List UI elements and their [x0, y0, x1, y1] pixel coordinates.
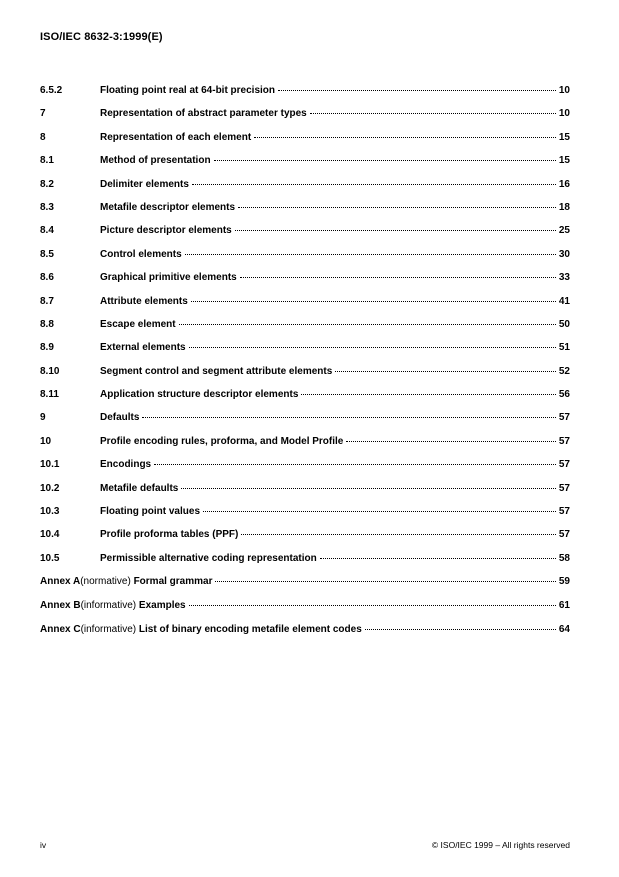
page-footer: [40, 840, 570, 850]
toc-leader-dots: [179, 324, 556, 325]
annex-title: List of binary encoding metafile element codes: [138, 624, 362, 636]
toc-row: [40, 86, 570, 96]
toc-entry-title: Permissible alternative coding representation: [100, 552, 317, 564]
toc-entry-number: 7: [40, 108, 46, 120]
toc-entry-number: 9: [40, 412, 46, 424]
toc-annex-row: [40, 601, 570, 611]
toc-row: [40, 226, 570, 236]
toc-entry-page: 58: [558, 552, 570, 564]
toc-entry-title: Delimiter elements: [100, 178, 189, 190]
toc-row: [40, 507, 570, 517]
toc-entry-page: 30: [558, 248, 570, 260]
toc-entry-title: Floating point real at 64-bit precision: [100, 85, 276, 96]
toc-entry-number: 8.1: [40, 155, 54, 167]
toc-entry-page: 25: [558, 225, 570, 237]
toc-row: [40, 203, 570, 213]
toc-row: [40, 250, 570, 260]
toc-leader-dots: [185, 254, 556, 255]
document-title: ISO/IEC 8632-3:1999(E): [40, 31, 163, 43]
annex-type: (normative): [80, 576, 134, 588]
toc-entry-page: 57: [558, 529, 570, 541]
toc-entry-number: 10.1: [40, 459, 60, 471]
toc-annex-row: [40, 577, 570, 587]
toc-leader-dots: [320, 558, 556, 559]
toc-entry-page: 59: [558, 576, 570, 588]
toc-entry-page: 15: [558, 155, 570, 167]
toc-entry-page: 56: [558, 389, 570, 401]
toc-entry-number: 10: [40, 435, 52, 447]
annex-title: Examples: [138, 600, 186, 612]
toc-entry-number: 6.5.2: [40, 85, 63, 96]
toc-entry-page: 61: [558, 600, 570, 612]
toc-row: [40, 484, 570, 494]
toc-leader-dots: [181, 488, 556, 489]
toc-row: [40, 297, 570, 307]
toc-row: [40, 390, 570, 400]
toc-entry-title: Escape element: [100, 318, 176, 330]
toc-entry-page: 10: [558, 108, 570, 120]
toc-entry-page: 10: [558, 85, 570, 96]
toc-entry-page: 16: [558, 178, 570, 190]
annex-title: Formal grammar: [133, 576, 213, 588]
toc-leader-dots: [254, 137, 556, 138]
toc-leader-dots: [191, 301, 556, 302]
toc-row: [40, 437, 570, 447]
toc-annex-row: [40, 625, 570, 635]
toc-entry-number: 8.11: [40, 389, 59, 401]
toc-entry-title: Representation of abstract parameter types: [100, 108, 307, 120]
toc-leader-dots: [346, 441, 556, 442]
toc-entry-number: 8.8: [40, 318, 54, 330]
toc-entry-number: 8.4: [40, 225, 54, 237]
toc-entry-title: Profile proforma tables (PPF): [100, 529, 239, 541]
annex-label: Annex B: [40, 600, 81, 612]
toc-entry-title: Attribute elements: [100, 295, 188, 307]
toc-entry-title: Segment control and segment attribute elements: [100, 365, 333, 377]
toc-entry-title: Encodings: [100, 459, 152, 471]
toc-entry-title: Metafile defaults: [100, 482, 179, 494]
toc-leader-dots: [301, 394, 555, 395]
toc-row: [40, 180, 570, 190]
annex-label: Annex A: [40, 576, 81, 588]
toc-entry-page: 15: [558, 131, 570, 143]
toc-entry-page: 52: [558, 365, 570, 377]
toc-entry-number: 8.3: [40, 201, 54, 213]
toc-entry-number: 10.5: [40, 552, 60, 564]
toc-entry-number: 10.2: [40, 482, 60, 494]
toc-entry-number: 8.7: [40, 295, 54, 307]
toc-leader-dots: [278, 90, 556, 91]
toc-entry-number: 10.4: [40, 529, 60, 541]
toc-entry-page: 57: [558, 482, 570, 494]
toc-entry-title: Application structure descriptor elements: [100, 389, 299, 401]
toc-entry-page: 50: [558, 318, 570, 330]
table-of-contents: [40, 86, 570, 649]
toc-leader-dots: [142, 417, 555, 418]
toc-entry-page: 57: [558, 459, 570, 471]
toc-leader-dots: [189, 605, 556, 606]
toc-entry-page: 41: [558, 295, 570, 307]
annex-type: (informative): [80, 624, 139, 636]
toc-entry-page: 51: [558, 342, 570, 354]
toc-entry-page: 33: [558, 272, 570, 284]
toc-leader-dots: [203, 511, 556, 512]
toc-row: [40, 413, 570, 423]
toc-entry-page: 57: [558, 412, 570, 424]
toc-row: [40, 554, 570, 564]
toc-entry-title: Representation of each element: [100, 131, 252, 143]
toc-entry-title: Graphical primitive elements: [100, 272, 237, 284]
toc-leader-dots: [189, 347, 556, 348]
toc-leader-dots: [310, 113, 556, 114]
toc-entry-number: 8.9: [40, 342, 54, 354]
annex-type: (informative): [80, 600, 139, 612]
toc-row: [40, 367, 570, 377]
toc-leader-dots: [365, 629, 556, 630]
toc-entry-page: 57: [558, 506, 570, 518]
toc-row: [40, 460, 570, 470]
toc-entry-title: Control elements: [100, 248, 182, 260]
copyright-notice: © ISO/IEC 1999 – All rights reserved: [431, 840, 570, 850]
toc-leader-dots: [335, 371, 556, 372]
toc-entry-number: 8: [40, 131, 46, 143]
toc-row: [40, 320, 570, 330]
toc-entry-number: 8.2: [40, 178, 54, 190]
toc-leader-dots: [154, 464, 556, 465]
toc-row: [40, 343, 570, 353]
toc-row: [40, 530, 570, 540]
toc-leader-dots: [241, 534, 556, 535]
toc-leader-dots: [238, 207, 556, 208]
toc-row: [40, 133, 570, 143]
toc-leader-dots: [235, 230, 556, 231]
toc-row: [40, 109, 570, 119]
toc-entry-title: Profile encoding rules, proforma, and Model Profile: [100, 435, 344, 447]
toc-leader-dots: [215, 581, 555, 582]
toc-entry-title: Picture descriptor elements: [100, 225, 232, 237]
annex-label: Annex C: [40, 624, 81, 636]
toc-row: [40, 156, 570, 166]
toc-entry-number: 8.10: [40, 365, 60, 377]
toc-entry-page: 18: [558, 201, 570, 213]
toc-entry-title: Method of presentation: [100, 155, 211, 167]
toc-leader-dots: [214, 160, 556, 161]
toc-entry-title: Floating point values: [100, 506, 201, 518]
toc-entry-title: Metafile descriptor elements: [100, 201, 236, 213]
toc-leader-dots: [192, 184, 556, 185]
page-number: iv: [40, 840, 47, 850]
toc-entry-number: 10.3: [40, 506, 60, 518]
toc-leader-dots: [240, 277, 556, 278]
toc-row: [40, 273, 570, 283]
toc-entry-number: 8.5: [40, 248, 54, 260]
toc-entry-page: 57: [558, 435, 570, 447]
toc-entry-number: 8.6: [40, 272, 54, 284]
toc-entry-title: Defaults: [100, 412, 140, 424]
toc-entry-page: 64: [558, 624, 570, 636]
toc-entry-title: External elements: [100, 342, 186, 354]
